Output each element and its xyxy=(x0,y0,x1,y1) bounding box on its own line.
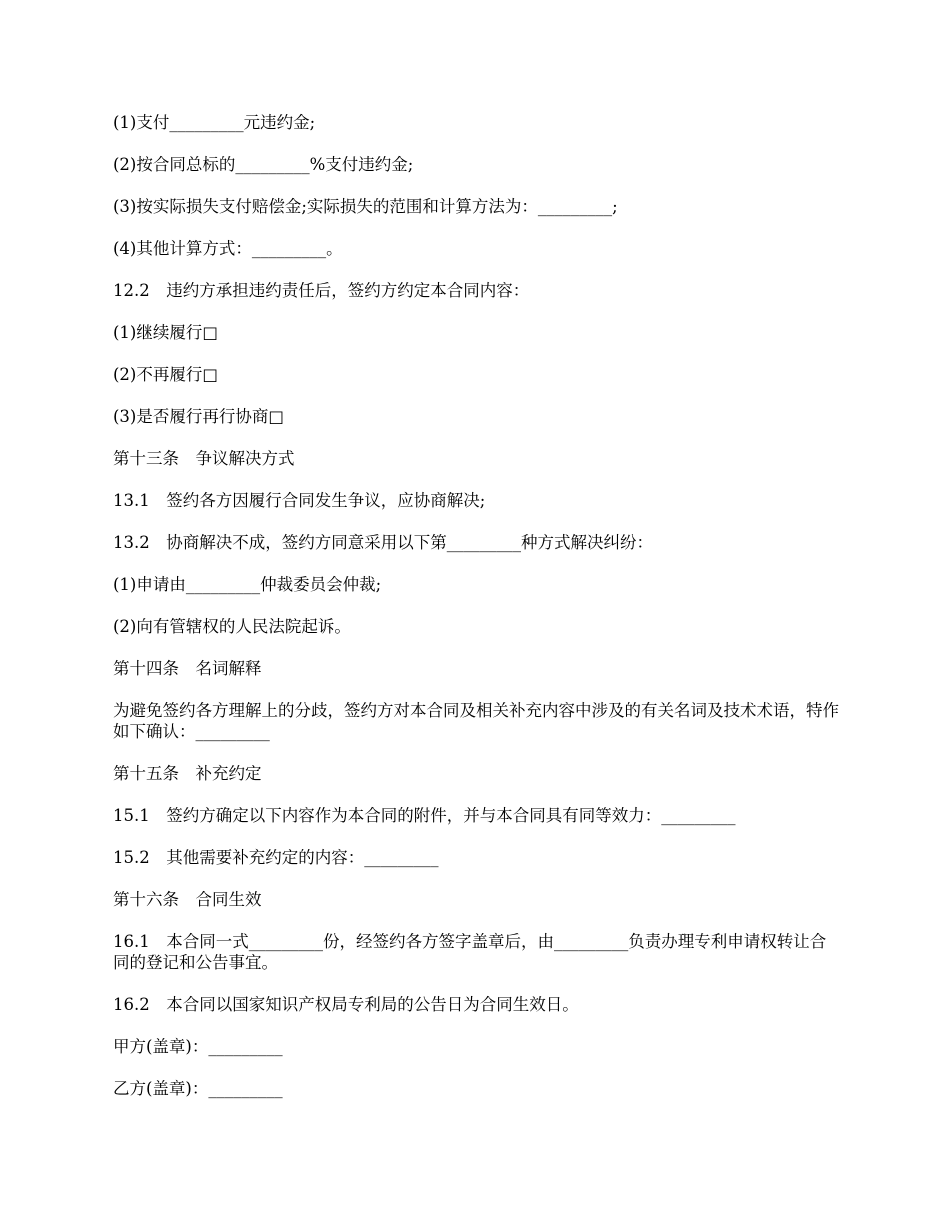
party-a-seal: 甲方(盖章)：_________ xyxy=(113,1037,283,1056)
clause-penalty-amount: (1)支付_________元违约金; xyxy=(113,113,316,132)
option-arbitration: (1)申请由_________仲裁委员会仲裁; xyxy=(113,575,382,594)
clause-12-2: 12.2 违约方承担违约责任后，签约方约定本合同内容： xyxy=(113,281,530,300)
option-court: (2)向有管辖权的人民法院起诉。 xyxy=(113,617,351,636)
article-16-heading: 第十六条 合同生效 xyxy=(113,890,262,909)
clause-13-1: 13.1 签约各方因履行合同发生争议，应协商解决; xyxy=(113,491,486,510)
clause-actual-loss: (3)按实际损失支付赔偿金;实际损失的范围和计算方法为：_________; xyxy=(113,197,618,216)
article-15-heading: 第十五条 补充约定 xyxy=(113,764,262,783)
clause-terms-definition: 为避免签约各方理解上的分歧，签约方对本合同及相关补充内容中涉及的有关名词及技术术语，特作如下确认：_________ xyxy=(113,701,839,741)
option-continue-performance: (1)继续履行□ xyxy=(113,323,218,342)
clause-16-2: 16.2 本合同以国家知识产权局专利局的公告日为合同生效日。 xyxy=(113,995,579,1014)
article-14-heading: 第十四条 名词解释 xyxy=(113,659,262,678)
option-no-performance: (2)不再履行□ xyxy=(113,365,218,384)
clause-16-1: 16.1 本合同一式_________份，经签约各方签字盖章后，由_________负责办理专利申请权转让合同的登记和公告事宜。 xyxy=(113,932,827,972)
clause-penalty-percentage: (2)按合同总标的_________%支付违约金; xyxy=(113,155,414,174)
clause-13-2: 13.2 协商解决不成，签约方同意采用以下第_________种方式解决纠纷： xyxy=(113,533,653,552)
clause-15-2: 15.2 其他需要补充约定的内容：_________ xyxy=(113,848,439,867)
article-13-heading: 第十三条 争议解决方式 xyxy=(113,449,295,468)
clause-other-calculation: (4)其他计算方式：_________。 xyxy=(113,239,343,258)
document-body xyxy=(113,112,841,1120)
party-b-seal: 乙方(盖章)：_________ xyxy=(113,1079,283,1098)
clause-15-1: 15.1 签约方确定以下内容作为本合同的附件，并与本合同具有同等效力：_________ xyxy=(113,806,736,825)
option-negotiate: (3)是否履行再行协商□ xyxy=(113,407,284,426)
